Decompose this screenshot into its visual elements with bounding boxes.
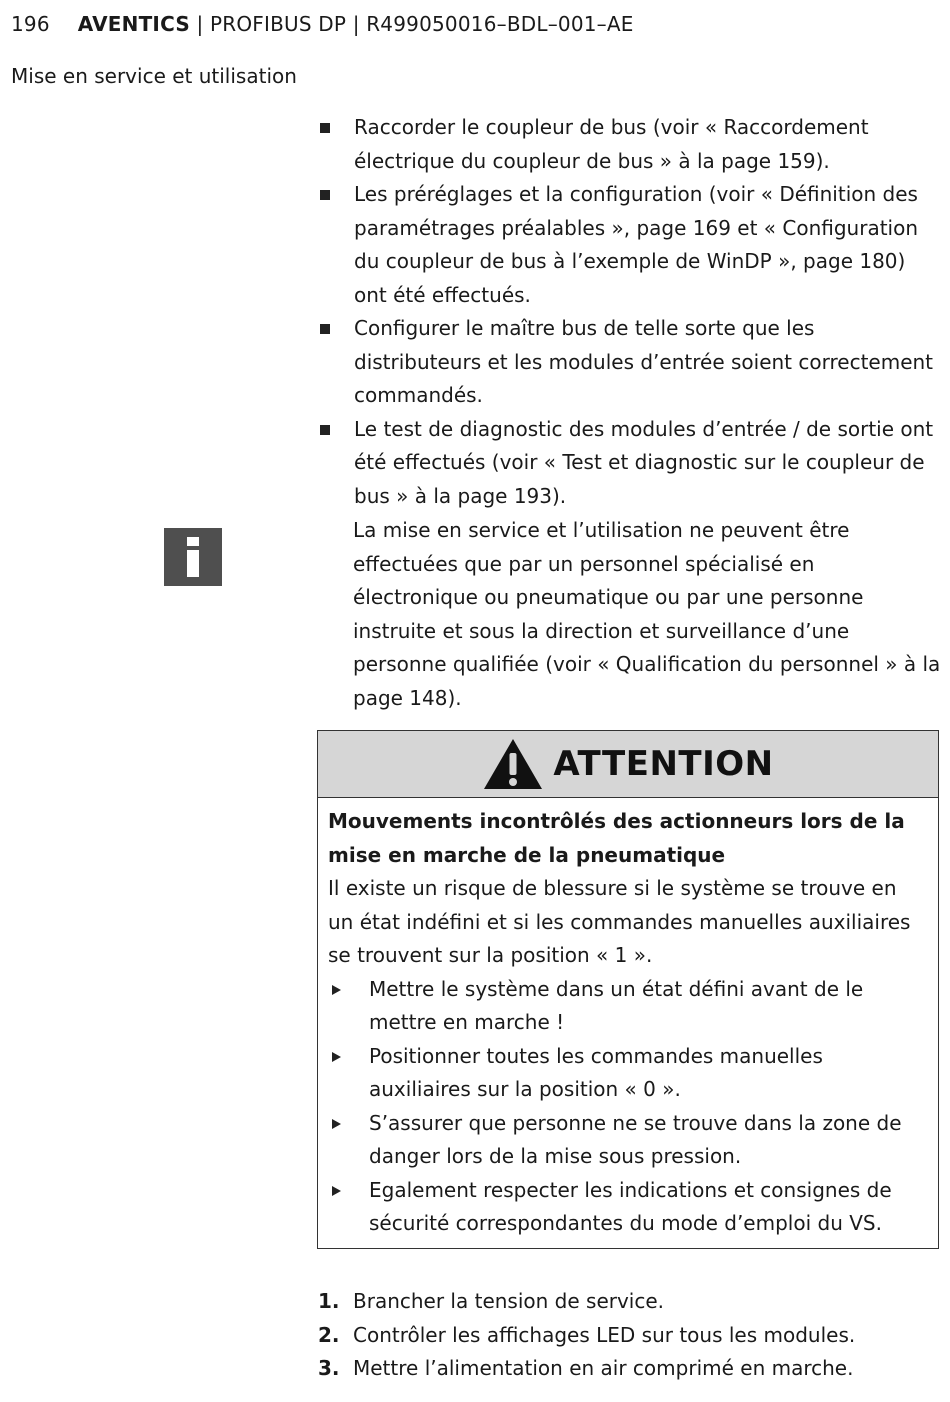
list-item: Mettre le système dans un état défini avant de le mettre en marche ! — [328, 973, 928, 1040]
step-number: 2. — [318, 1322, 340, 1347]
warning-body — [318, 798, 938, 1241]
warning-box — [317, 730, 939, 1249]
procedure-steps — [318, 1285, 940, 1386]
square-bullet-icon — [320, 190, 330, 200]
triangle-bullet-icon — [332, 1119, 341, 1129]
warning-heading: Mouvements incontrôlés des actionneurs lors de la mise en marche de la pneumatique — [328, 809, 905, 867]
list-item: Le test de diagnostic des modules d’entrée / de sortie ont été effectués (voir « Test et diagnostic sur le coupleur de bus » à la page 193). — [318, 413, 940, 514]
page-header — [11, 12, 634, 36]
list-item: Positionner toutes les commandes manuelles auxiliaires sur la position « 0 ». — [328, 1040, 928, 1107]
list-item: Egalement respecter les indications et consignes de sécurité correspondantes du mode d’emploi du VS. — [328, 1174, 928, 1241]
triangle-bullet-icon — [332, 985, 341, 995]
square-bullet-icon — [320, 324, 330, 334]
square-bullet-icon — [320, 123, 330, 133]
warning-triangle-icon — [482, 737, 544, 791]
square-bullet-icon — [320, 425, 330, 435]
document-info: | PROFIBUS DP | R499050016–BDL–001–AE — [196, 12, 634, 36]
list-item: 2. Contrôler les affichages LED sur tous les modules. — [318, 1319, 940, 1353]
warning-header — [318, 731, 938, 798]
list-item: S’assurer que personne ne se trouve dans la zone de danger lors de la mise sous pression. — [328, 1107, 928, 1174]
list-item: Raccorder le coupleur de bus (voir « Raccordement électrique du coupleur de bus » à la page 159). — [318, 111, 940, 178]
brand-name: AVENTICS — [77, 12, 190, 36]
list-item: 1. Brancher la tension de service. — [318, 1285, 940, 1319]
warning-action-list — [328, 973, 928, 1241]
info-note: La mise en service et l’utilisation ne peuvent être effectuées que par un personnel spécialisé en électronique ou pneumatique ou par une personne instruite et sous la direction et surveillance d’une personne qualifiée (voir « Qualification du personnel » à la page 148). — [353, 518, 941, 710]
section-title: Mise en service et utilisation — [11, 64, 297, 88]
step-number: 1. — [318, 1289, 340, 1313]
warning-description: Il existe un risque de blessure si le système se trouve en un état indéfini et si les commandes manuelles auxiliaires se trouvent sur la position « 1 ». — [328, 876, 911, 967]
triangle-bullet-icon — [332, 1052, 341, 1062]
prerequisite-list — [318, 111, 940, 513]
info-icon — [164, 528, 222, 586]
page-number: 196 — [11, 12, 50, 36]
warning-title: ATTENTION — [553, 744, 774, 784]
list-item: Configurer le maître bus de telle sorte que les distributeurs et les modules d’entrée soient correctement commandés. — [318, 312, 940, 413]
list-item: Les préréglages et la configuration (voir « Définition des paramétrages préalables », page 169 et « Configuration du coupleur de bus à l’exemple de WinDP », page 180) ont été effectués. — [318, 178, 940, 312]
step-number: 3. — [318, 1356, 340, 1380]
list-item: 3. Mettre l’alimentation en air comprimé en marche. — [318, 1352, 940, 1386]
triangle-bullet-icon — [332, 1186, 341, 1196]
